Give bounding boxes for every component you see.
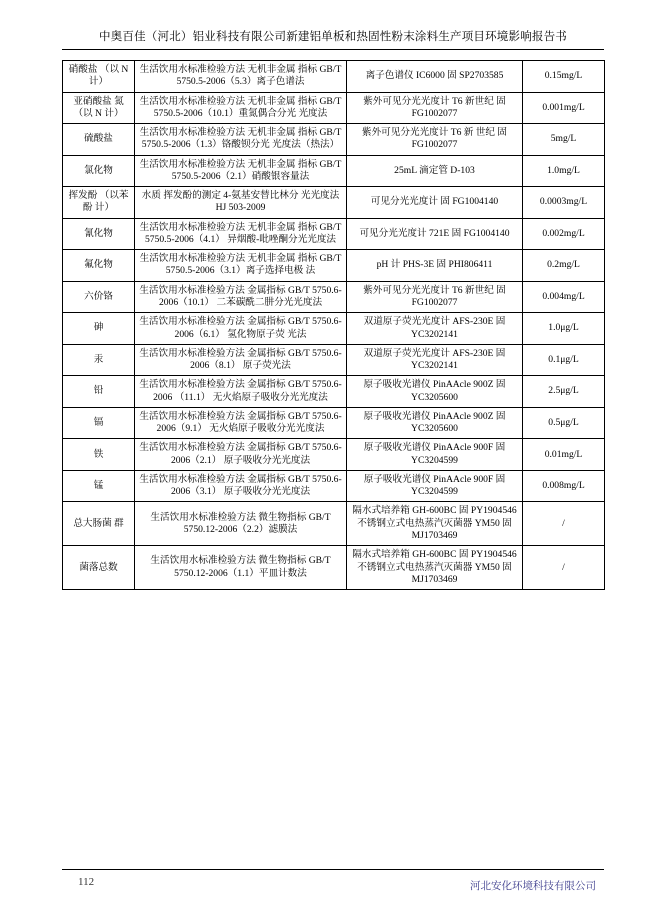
- cell-detection-limit: 5mg/L: [523, 124, 605, 156]
- cell-instrument: 可见分光光度计 固 FG1004140: [347, 187, 523, 219]
- table-row: [63, 218, 605, 250]
- footer-company: 河北安化环境科技有限公司: [470, 881, 596, 892]
- cell-method: 生活饮用水标准检验方法 无机非金属 指标 GB/T 5750.5-2006（10.1）重氮偶合分光 光度法: [135, 92, 347, 124]
- cell-item: 铁: [63, 439, 135, 471]
- cell-instrument: 原子吸收光谱仪 PinAAcle 900Z 固 YC3205600: [347, 376, 523, 408]
- cell-item: 氟化物: [63, 250, 135, 282]
- table-row: [63, 313, 605, 345]
- cell-detection-limit: 0.002mg/L: [523, 218, 605, 250]
- table-row: [63, 407, 605, 439]
- cell-detection-limit: 0.1μg/L: [523, 344, 605, 376]
- cell-item: 氯化物: [63, 155, 135, 187]
- table-row: [63, 281, 605, 313]
- cell-detection-limit: 1.0μg/L: [523, 313, 605, 345]
- cell-instrument: 双道原子荧光光度计 AFS-230E 固 YC3202141: [347, 344, 523, 376]
- cell-item: 镉: [63, 407, 135, 439]
- cell-method: 生活饮用水标准检验方法 微生物指标 GB/T 5750.12-2006（2.2）滤膜法: [135, 502, 347, 546]
- cell-item: 锰: [63, 470, 135, 502]
- cell-method: 生活饮用水标准检验方法 金属指标 GB/T 5750.6-2006（2.1） 原子吸收分光光度法: [135, 439, 347, 471]
- cell-item: 汞: [63, 344, 135, 376]
- cell-instrument: 可见分光光度计 721E 固 FG1004140: [347, 218, 523, 250]
- cell-instrument: 原子吸收光谱仪 PinAAcle 900F 固 YC3204599: [347, 439, 523, 471]
- cell-method: 生活饮用水标准检验方法 无机非金属 指标 GB/T 5750.5-2006（4.1） 异烟酸-吡唑酮分光光度法: [135, 218, 347, 250]
- cell-item: 硝酸盐 （以 N 计）: [63, 61, 135, 93]
- cell-instrument: 离子色谱仪 IC6000 固 SP2703585: [347, 61, 523, 93]
- table-row: [63, 92, 605, 124]
- table-row: [63, 61, 605, 93]
- cell-instrument: pH 计 PHS-3E 固 PHI806411: [347, 250, 523, 282]
- cell-detection-limit: 1.0mg/L: [523, 155, 605, 187]
- cell-instrument: 隔水式培养箱 GH-600BC 固 PY1904546 不锈钢立式电热蒸汽灭菌器 YM50 固 MJ1703469: [347, 546, 523, 590]
- cell-detection-limit: 0.0003mg/L: [523, 187, 605, 219]
- footer-divider: [62, 869, 604, 870]
- cell-instrument: 原子吸收光谱仪 PinAAcle 900Z 固 YC3205600: [347, 407, 523, 439]
- page-header-title: 中奥百佳（河北）铝业科技有限公司新建铝单板和热固性粉末涂料生产项目环境影响报告书: [99, 31, 567, 43]
- cell-method: 生活饮用水标准检验方法 无机非金属 指标 GB/T 5750.5-2006（1.3）铬酸钡分光 光度法（热法）: [135, 124, 347, 156]
- table-row: [63, 187, 605, 219]
- cell-detection-limit: 2.5μg/L: [523, 376, 605, 408]
- cell-method: 生活饮用水标准检验方法 无机非金属 指标 GB/T 5750.5-2006（3.1）离子选择电极 法: [135, 250, 347, 282]
- header-divider: [62, 49, 604, 50]
- table-row: [63, 250, 605, 282]
- cell-detection-limit: /: [523, 502, 605, 546]
- cell-instrument: 紫外可见分光光度计 T6 新世纪 固 FG1002077: [347, 281, 523, 313]
- cell-method: 生活饮用水标准检验方法 金属指标 GB/T 5750.6-2006 （11.1） 无火焰原子吸收分光光度法: [135, 376, 347, 408]
- cell-instrument: 原子吸收光谱仪 PinAAcle 900F 固 YC3204599: [347, 470, 523, 502]
- table-row: [63, 502, 605, 546]
- table-row: [63, 439, 605, 471]
- cell-instrument: 紫外可见分光光度计 T6 新 世纪 固 FG1002077: [347, 124, 523, 156]
- cell-instrument: 双道原子荧光光度计 AFS-230E 固 YC3202141: [347, 313, 523, 345]
- cell-method: 生活饮用水标准检验方法 金属指标 GB/T 5750.6-2006（3.1） 原子吸收分光光度法: [135, 470, 347, 502]
- cell-instrument: 紫外可见分光光度计 T6 新世纪 固 FG1002077: [347, 92, 523, 124]
- table-row: [63, 155, 605, 187]
- cell-method: 生活饮用水标准检验方法 金属指标 GB/T 5750.6-2006（6.1） 氢化物原子荧 光法: [135, 313, 347, 345]
- cell-detection-limit: /: [523, 546, 605, 590]
- analysis-methods-table: [62, 60, 605, 590]
- cell-item: 六价铬: [63, 281, 135, 313]
- cell-detection-limit: 0.004mg/L: [523, 281, 605, 313]
- cell-item: 氰化物: [63, 218, 135, 250]
- cell-method: 生活饮用水标准检验方法 微生物指标 GB/T 5750.12-2006（1.1）平皿计数法: [135, 546, 347, 590]
- cell-detection-limit: 0.2mg/L: [523, 250, 605, 282]
- cell-method: 生活饮用水标准检验方法 无机非金属 指标 GB/T 5750.5-2006（5.3）离子色谱法: [135, 61, 347, 93]
- cell-method: 生活饮用水标准检验方法 金属指标 GB/T 5750.6-2006（10.1） 二苯碳酰二肼分光光度法: [135, 281, 347, 313]
- cell-detection-limit: 0.01mg/L: [523, 439, 605, 471]
- cell-item: 铅: [63, 376, 135, 408]
- table-row: [63, 546, 605, 590]
- cell-detection-limit: 0.5μg/L: [523, 407, 605, 439]
- cell-item: 亚硝酸盐 氮 （以 N 计）: [63, 92, 135, 124]
- cell-method: 生活饮用水标准检验方法 金属指标 GB/T 5750.6-2006（9.1） 无火焰原子吸收分光光度法: [135, 407, 347, 439]
- table-row: [63, 344, 605, 376]
- cell-detection-limit: 0.15mg/L: [523, 61, 605, 93]
- analysis-methods-table-container: [62, 60, 604, 590]
- cell-method: 生活饮用水标准检验方法 金属指标 GB/T 5750.6-2006（8.1） 原子荧光法: [135, 344, 347, 376]
- cell-detection-limit: 0.001mg/L: [523, 92, 605, 124]
- cell-item: 挥发酚 （以苯酚 计）: [63, 187, 135, 219]
- cell-item: 砷: [63, 313, 135, 345]
- cell-item: 硫酸盐: [63, 124, 135, 156]
- cell-method: 水质 挥发酚的测定 4-氨基安替比林分 光光度法 HJ 503-2009: [135, 187, 347, 219]
- table-row: [63, 470, 605, 502]
- table-row: [63, 124, 605, 156]
- cell-detection-limit: 0.008mg/L: [523, 470, 605, 502]
- cell-item: 总大肠菌 群: [63, 502, 135, 546]
- cell-item: 菌落总数: [63, 546, 135, 590]
- cell-method: 生活饮用水标准检验方法 无机非金属 指标 GB/T 5750.5-2006（2.1）硝酸银容量法: [135, 155, 347, 187]
- page-number: 112: [78, 876, 95, 888]
- table-row: [63, 376, 605, 408]
- cell-instrument: 25mL 滴定管 D-103: [347, 155, 523, 187]
- cell-instrument: 隔水式培养箱 GH-600BC 固 PY1904546 不锈钢立式电热蒸汽灭菌器 YM50 固 MJ1703469: [347, 502, 523, 546]
